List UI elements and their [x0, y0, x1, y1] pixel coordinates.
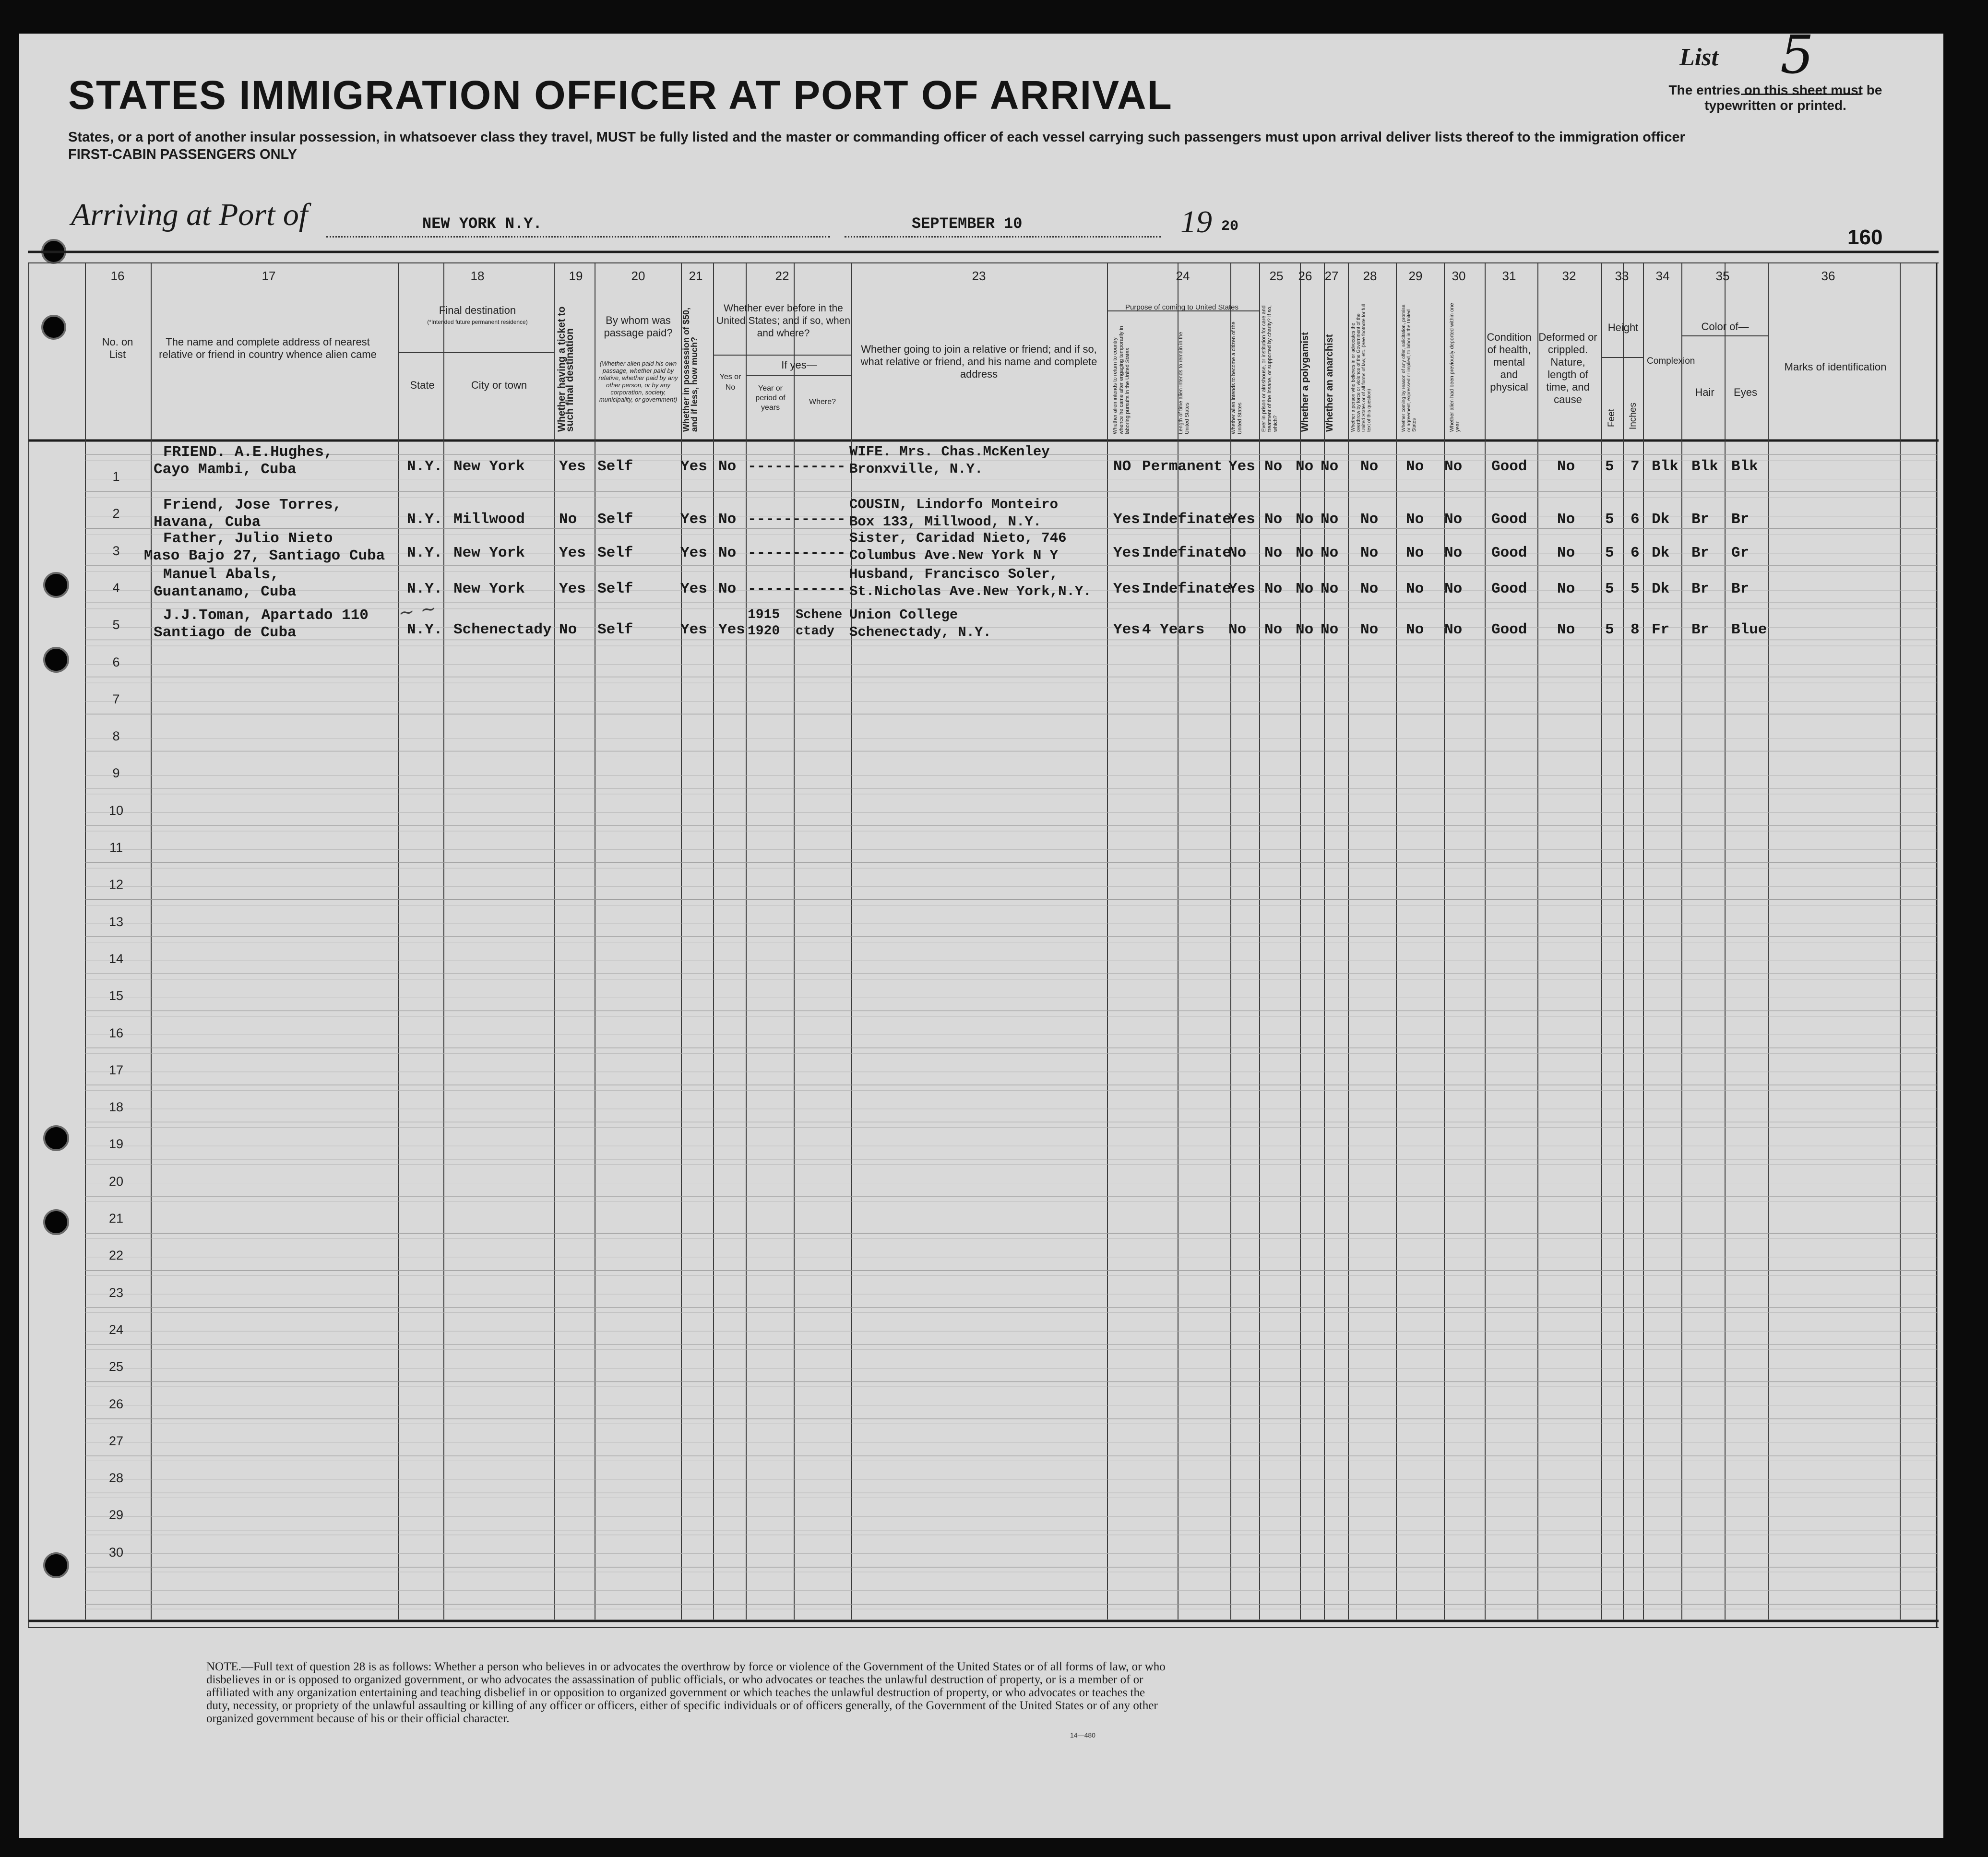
row-number: 23 [108, 1285, 124, 1300]
relative-address: Havana, Cuba [154, 514, 261, 531]
q29-flag: No [1406, 458, 1424, 475]
row-number: 7 [112, 691, 120, 706]
relative-name: Manuel Abals, [163, 566, 279, 583]
header-where: Where? [809, 398, 836, 406]
column-number: 18 [470, 269, 485, 283]
row-number: 28 [108, 1471, 124, 1486]
typewritten-note: The entries on this sheet must be typewritten or printed. [1668, 83, 1882, 113]
header-final-destination-note: (*Intended future permanent residence) [427, 319, 528, 325]
destination-state: N.Y. [407, 581, 443, 597]
header-state: State [410, 379, 435, 391]
destination-state: N.Y. [407, 458, 443, 475]
q30-flag: No [1444, 458, 1463, 475]
purpose-length: Indefinate [1142, 581, 1232, 597]
arriving-label: Arriving at Port of [71, 197, 308, 232]
column-number: 16 [110, 269, 125, 283]
header-complexion: Complexion [1647, 356, 1695, 366]
prison-flag: No [1264, 458, 1283, 475]
header-deformed: Deformed or crippled. Nature, length of time, and cause [1538, 331, 1597, 405]
header-no-on-list: No. on List [102, 336, 133, 360]
header-passage-note: (Whether alien paid his own passage, whether paid by relative, whether paid by any other person, or by any corporation, society, municipality, or government) [598, 360, 678, 403]
header-marks: Marks of identification [1784, 361, 1887, 373]
complexion: Dk [1652, 511, 1670, 528]
been-before-flag: No [718, 545, 737, 561]
row-number: 14 [108, 951, 124, 966]
row-number: 6 [112, 655, 120, 669]
ticket-flag: Yes [559, 458, 586, 475]
sheet-number: 160 [1847, 226, 1883, 249]
port-of-arrival: NEW YORK N.Y. [422, 215, 542, 233]
header-prison: Ever in prison or almshouse, or institution for care and treatment of the insane, or supported by charity? If so, which? [1261, 305, 1278, 432]
header-year-period: Year or period of years [755, 384, 786, 412]
header-city: City or town [471, 379, 527, 391]
money-flag: Yes [680, 545, 707, 561]
joining-relative: COUSIN, Lindorfo Monteiro [849, 497, 1059, 512]
q29-flag: No [1406, 545, 1424, 561]
purpose-return: Yes [1113, 581, 1140, 597]
q29-flag: No [1406, 511, 1424, 528]
header-color-of: Color of— [1701, 321, 1749, 333]
q30-flag: No [1444, 545, 1463, 561]
row-number: 17 [108, 1062, 124, 1077]
column-number: 36 [1821, 269, 1835, 283]
joining-address: Box 133, Millwood, N.Y. [849, 514, 1042, 530]
row-number: 11 [109, 840, 123, 855]
row-number: 20 [108, 1174, 124, 1189]
polygamist-flag: No [1296, 511, 1314, 528]
years-in-us: ----------- [748, 458, 846, 475]
years-in-us: ----------- [748, 545, 846, 561]
health-condition: Good [1491, 458, 1527, 475]
joining-address: Columbus Ave.New York N Y [849, 548, 1059, 563]
anarchist-flag: No [1321, 511, 1339, 528]
complexion: Fr [1652, 621, 1670, 638]
complexion: Dk [1652, 581, 1670, 597]
header-ever-before: Whether ever before in the United States; and if so, when and where? [716, 303, 850, 339]
row-number: 2 [112, 506, 120, 521]
header-ticket: Whether having a ticket to such final destination [556, 306, 575, 432]
passage-paid-by: Self [597, 545, 633, 561]
height-feet: 5 [1605, 621, 1614, 638]
purpose-length: Indefinate [1142, 545, 1232, 561]
q30-flag: No [1444, 511, 1463, 528]
height-feet: 5 [1605, 545, 1614, 561]
purpose-return: Yes [1113, 545, 1140, 561]
hair-color: Br [1691, 621, 1710, 638]
column-number: 20 [631, 269, 645, 283]
relative-address: Guantanamo, Cuba [154, 583, 297, 600]
header-eyes: Eyes [1734, 386, 1757, 398]
header-q28: Whether a person who believes in or advocates the overthrow by force or violence of the Government of the United States or of all forms of law, etc. (See footnote for full text of this question) [1351, 304, 1372, 432]
row-number: 15 [108, 988, 124, 1003]
purpose-citizen: Yes [1228, 581, 1255, 597]
first-cabin-label: FIRST-CABIN PASSENGERS ONLY [68, 147, 297, 162]
header-feet: Feet [1607, 408, 1617, 427]
row-number: 10 [108, 803, 124, 818]
column-number: 34 [1655, 269, 1670, 283]
column-number: 32 [1562, 269, 1576, 283]
form-number: 14—480 [1070, 1731, 1095, 1739]
purpose-return: Yes [1113, 621, 1140, 638]
anarchist-flag: No [1321, 545, 1339, 561]
polygamist-flag: No [1296, 545, 1314, 561]
destination-state: N.Y. [407, 621, 443, 638]
prison-flag: No [1264, 621, 1283, 638]
header-q29: Whether coming by reason of any offer, solicitation, promise, or agreement, expressed or implied, to labor in the United States [1401, 303, 1417, 432]
column-number: 21 [689, 269, 703, 283]
q28-flag: No [1360, 621, 1379, 638]
purpose-length: Indefinate [1142, 511, 1232, 528]
deformed-flag: No [1557, 581, 1575, 597]
row-number: 24 [108, 1322, 124, 1337]
hair-color: Br [1691, 545, 1710, 561]
row-number: 29 [108, 1508, 124, 1523]
footnote-q28: NOTE.—Full text of question 28 is as follows: Whether a person who believes in or advocates the overthrow by force or violence of the Government of the United States or of all forms of law, or who disbelieves in or is opposed to organized government, or who advocates the assassination of public officials, or who advocates or teaches the unlawful destruction of property, or is a member of or affiliated with any organization entertaining and teaching disbelief in or opposition to organized government or which teaches the unlawful destruction of property, or who advocates or teaches the duty, necessity, or propriety of the unlawful assaulting or killing of any officer or officers, either of specific individuals or of officers generally, of the Government of the United States or of any other organized government because of his or their official character. [206, 1660, 1166, 1725]
row-number: 12 [108, 877, 124, 892]
height-inches: 7 [1631, 458, 1640, 475]
q28-flag: No [1360, 545, 1379, 561]
joining-address: St.Nicholas Ave.New York,N.Y. [849, 583, 1092, 599]
height-feet: 5 [1605, 458, 1614, 475]
been-before-flag: No [718, 511, 737, 528]
q29-flag: No [1406, 621, 1424, 638]
column-number: 17 [262, 269, 276, 283]
relative-address: Cayo Mambi, Cuba [154, 461, 297, 478]
row-number: 18 [108, 1100, 124, 1115]
column-number: 25 [1269, 269, 1284, 283]
deformed-flag: No [1557, 511, 1575, 528]
years-in-us: 1915 1920 [748, 607, 780, 639]
anarchist-flag: No [1321, 458, 1339, 475]
q28-flag: No [1360, 511, 1379, 528]
header-height: Height [1607, 321, 1639, 333]
ticket-flag: No [559, 511, 577, 528]
purpose-length: 4 Years [1142, 621, 1205, 638]
deformed-flag: No [1557, 545, 1575, 561]
been-before-flag: Yes [718, 621, 745, 638]
joining-address: Bronxville, N.Y. [849, 461, 983, 477]
row-number: 4 [112, 580, 120, 595]
column-number: 27 [1324, 269, 1339, 283]
header-passage-paid: By whom was passage paid? [604, 314, 673, 339]
passage-paid-by: Self [597, 581, 633, 597]
polygamist-flag: No [1296, 458, 1314, 475]
health-condition: Good [1491, 545, 1527, 561]
header-if-yes: If yes— [781, 359, 817, 371]
eye-color: Blk [1731, 458, 1758, 475]
row-number: 19 [108, 1137, 124, 1152]
polygamist-flag: No [1296, 581, 1314, 597]
header-joining: Whether going to join a relative or friend; and if so, what relative or friend, and his name and complete address [860, 343, 1097, 380]
q29-flag: No [1406, 581, 1424, 597]
destination-city: Schenectady [453, 621, 552, 638]
row-number: 8 [112, 729, 120, 744]
money-flag: Yes [680, 511, 707, 528]
column-number: 22 [775, 269, 789, 283]
column-number: 31 [1502, 269, 1516, 283]
relative-name: Father, Julio Nieto [163, 530, 333, 547]
passage-paid-by: Self [597, 458, 633, 475]
row-number: 22 [108, 1248, 124, 1263]
header-hair: Hair [1695, 386, 1714, 398]
column-number: 33 [1615, 269, 1629, 283]
destination-state: N.Y. [407, 511, 443, 528]
height-feet: 5 [1605, 511, 1614, 528]
destination-city: New York [453, 458, 525, 475]
joining-relative: Union College [849, 607, 958, 623]
header-polygamist: Whether a polygamist [1300, 332, 1310, 432]
been-before-flag: No [718, 458, 737, 475]
eye-color: Br [1731, 581, 1750, 597]
anarchist-flag: No [1321, 581, 1339, 597]
joining-relative: WIFE. Mrs. Chas.McKenley [849, 444, 1050, 460]
header-q30: Whether alien had been previously deported within one year [1449, 303, 1461, 432]
eye-color: Gr [1731, 545, 1750, 561]
relative-address: Maso Bajo 27, Santiago Cuba [144, 548, 385, 564]
row-number: 26 [108, 1396, 124, 1411]
anarchist-flag: No [1321, 621, 1339, 638]
row-number: 3 [112, 543, 120, 558]
row-number: 5 [112, 618, 120, 632]
passage-paid-by: Self [597, 621, 633, 638]
purpose-length: Permanent [1142, 458, 1223, 475]
header-relative: The name and complete address of nearest relative or friend in country whence alien came [159, 336, 377, 360]
row-number: 16 [108, 1025, 124, 1040]
year-suffix: 20 [1221, 218, 1239, 235]
column-number: 19 [569, 269, 583, 283]
q30-flag: No [1444, 581, 1463, 597]
destination-city: New York [453, 545, 525, 561]
purpose-citizen: Yes [1228, 511, 1255, 528]
row-number: 9 [112, 766, 120, 781]
complexion: Dk [1652, 545, 1670, 561]
height-inches: 6 [1631, 511, 1640, 528]
header-money: Whether in possession of $50, and if less, how much? [681, 307, 699, 432]
prison-flag: No [1264, 581, 1283, 597]
instructions-line: States, or a port of another insular possession, in whatsoever class they travel, MUST be fully listed and the master or commanding officer of each vessel carrying such passengers must upon arrival deliver lists thereof to the immigration officer [68, 130, 1685, 145]
height-inches: 8 [1631, 621, 1640, 638]
header-purpose-citizen: Whether alien intends to become a citizen of the United States [1231, 321, 1243, 434]
column-number: 23 [972, 269, 986, 283]
row-number: 27 [108, 1433, 124, 1448]
polygamist-flag: No [1296, 621, 1314, 638]
header-final-destination: Final destination [439, 304, 516, 316]
passage-paid-by: Self [597, 511, 633, 528]
row-number: 1 [112, 469, 120, 484]
header-anarchist: Whether an anarchist [1324, 334, 1335, 432]
list-number: 5 [1780, 24, 1814, 85]
eye-color: Br [1731, 511, 1750, 528]
height-inches: 6 [1631, 545, 1640, 561]
hair-color: Br [1691, 511, 1710, 528]
joining-relative: Husband, Francisco Soler, [849, 566, 1059, 582]
money-flag: Yes [680, 621, 707, 638]
purpose-citizen: No [1228, 621, 1247, 638]
column-number: 35 [1715, 269, 1730, 283]
relative-name: Friend, Jose Torres, [163, 497, 342, 513]
list-label: List [1679, 44, 1718, 71]
prison-flag: No [1264, 511, 1283, 528]
relative-name: FRIEND. A.E.Hughes, [163, 444, 333, 461]
column-number: 28 [1363, 269, 1377, 283]
ticket-flag: Yes [559, 545, 586, 561]
row-number: 25 [108, 1359, 124, 1374]
years-in-us: ----------- [748, 511, 846, 528]
header-inches: Inches [1628, 403, 1638, 429]
header-purpose: Purpose of coming to United States [1125, 303, 1238, 311]
ticket-flag: No [559, 621, 577, 638]
hair-color: Br [1691, 581, 1710, 597]
purpose-citizen: No [1228, 545, 1247, 561]
joining-relative: Sister, Caridad Nieto, 746 [849, 530, 1067, 546]
height-feet: 5 [1605, 581, 1614, 597]
form-title: STATES IMMIGRATION OFFICER AT PORT OF ARRIVAL [68, 72, 1173, 118]
where-in-us: Schenectady [796, 608, 843, 639]
row-number: 21 [108, 1211, 124, 1226]
ticket-flag: Yes [559, 581, 586, 597]
destination-state: N.Y. [407, 545, 443, 561]
relative-name: J.J.Toman, Apartado 110 [163, 607, 369, 624]
column-number: 30 [1452, 269, 1466, 283]
row-number: 30 [108, 1545, 124, 1559]
money-flag: Yes [680, 458, 707, 475]
been-before-flag: No [718, 581, 737, 597]
q28-flag: No [1360, 458, 1379, 475]
complexion: Blk [1652, 458, 1678, 475]
prison-flag: No [1264, 545, 1283, 561]
deformed-flag: No [1557, 458, 1575, 475]
height-inches: 5 [1631, 581, 1640, 597]
q28-flag: No [1360, 581, 1379, 597]
joining-address: Schenectady, N.Y. [849, 624, 991, 640]
header-health: Condition of health, mental and physical [1487, 331, 1532, 393]
purpose-return: Yes [1113, 511, 1140, 528]
health-condition: Good [1491, 581, 1527, 597]
purpose-return: NO [1113, 458, 1131, 475]
q30-flag: No [1444, 621, 1463, 638]
column-number: 26 [1298, 269, 1312, 283]
destination-city: New York [453, 581, 525, 597]
column-number: 24 [1176, 269, 1190, 283]
handwritten-annotation: ~ ~ [397, 597, 438, 625]
header-yes-no: Yes or No [719, 373, 741, 392]
years-in-us: ----------- [748, 581, 846, 597]
deformed-flag: No [1557, 621, 1575, 638]
column-number: 29 [1408, 269, 1423, 283]
purpose-citizen: Yes [1228, 458, 1255, 475]
header-purpose-length: Length of time alien intends to remain in the United States [1178, 332, 1190, 434]
row-number: 13 [108, 914, 124, 929]
eye-color: Blue [1731, 621, 1767, 638]
hair-color: Blk [1691, 458, 1718, 475]
destination-city: Millwood [453, 511, 525, 528]
health-condition: Good [1491, 621, 1527, 638]
money-flag: Yes [680, 581, 707, 597]
header-purpose-return: Whether alien intends to return to country whence he came after engaging temporarily in laboring pursuits in the United States [1112, 326, 1131, 434]
health-condition: Good [1491, 511, 1527, 528]
year-prefix: 19 [1180, 204, 1212, 239]
relative-address: Santiago de Cuba [154, 624, 297, 641]
arrival-date: SEPTEMBER 10 [912, 215, 1023, 233]
